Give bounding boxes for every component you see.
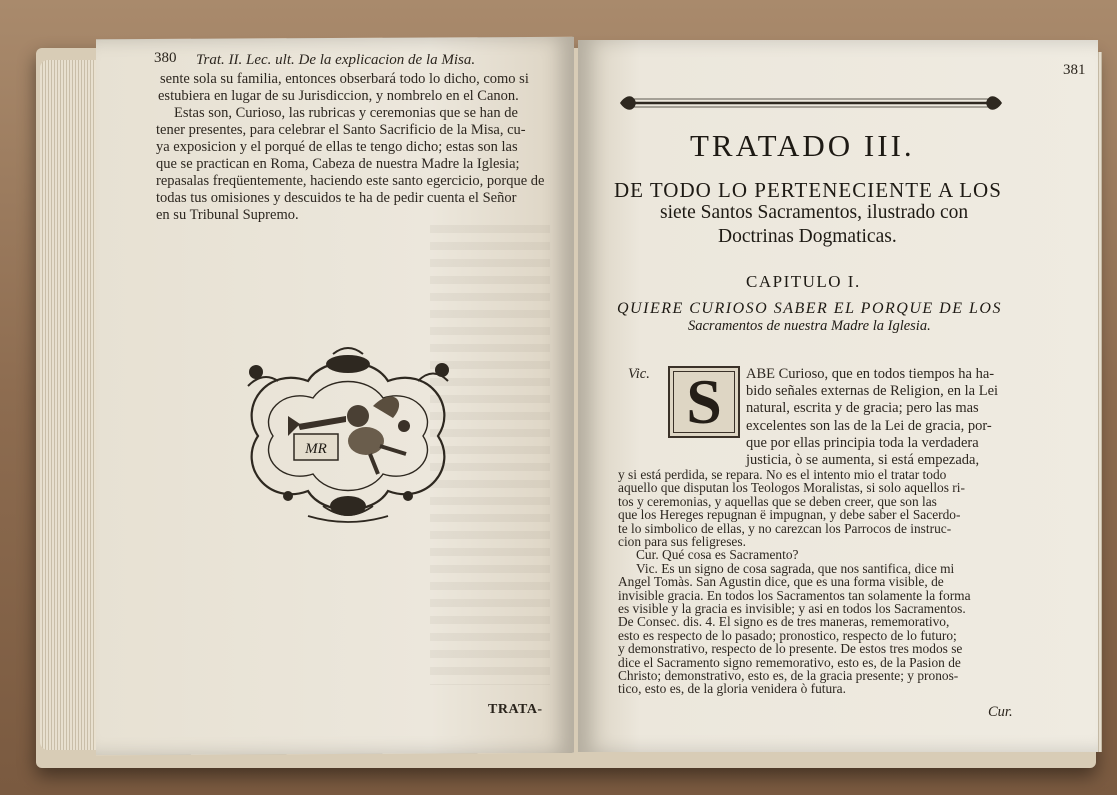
left-line: ya exposicion y el porqué de ellas te tengo dicho; estas son las — [156, 139, 518, 155]
drop-cap — [668, 366, 740, 438]
body-line: aquello que disputan los Teologos Moralistas, si solo aquellos ri- — [618, 480, 965, 496]
left-catchword: TRATA- — [488, 702, 543, 717]
left-line: estubiera en lugar de su Jurisdiccion, y nombrelo en el Canon. — [158, 88, 519, 104]
body-line: y demonstrativo, respecto de lo presente. De estos tres modos se — [618, 641, 963, 657]
left-folio: 380 — [154, 50, 177, 66]
body-line: cion para sus feligreses. — [618, 534, 746, 549]
body-line: natural, escrita y de gracia; pero las mas — [746, 400, 979, 417]
left-line: que se practican en Roma, Cabeza de nuestra Madre la Iglesia; — [156, 156, 520, 172]
body-line: excelentes son las de la Lei de gracia, por- — [746, 417, 992, 434]
body-line: tos y ceremonias, y aquellas que se deben creer, que son las — [618, 493, 937, 509]
left-line: todas tus omisiones y descuidos te ha de pedir cuenta el Señor — [156, 190, 517, 206]
body-line: que por ellas principia toda la verdadera — [746, 434, 979, 451]
speaker-label: Vic. — [628, 366, 650, 382]
treatise-subtitle: DE TODO LO PERTENECIENTE A LOS — [614, 178, 1002, 202]
ornament-monogram: MR — [305, 441, 327, 457]
body-line: esto es respecto de lo pasado; pronostico, respecto de lo futuro; — [618, 627, 957, 643]
body-line: De Consec. dis. 4. El signo es de tres maneras, rememorativo, — [618, 614, 950, 630]
right-folio: 381 — [1063, 62, 1086, 78]
cherub-ornament — [228, 346, 468, 526]
body-line: tico, esto es, de la gloria venidera ò futura. — [618, 681, 846, 697]
left-line: en su Tribunal Supremo. — [156, 207, 299, 223]
body-line: es visible y la gracia es invisible; y asi en todos los Sacramentos. — [618, 601, 966, 616]
body-line: ABE Curioso, que en todos tiempos ha ha- — [746, 366, 995, 382]
right-catchword: Cur. — [988, 704, 1013, 720]
decorative-rule — [620, 92, 1002, 114]
body-line: dice el Sacramento signo rememorativo, esto es, de la Pasion de — [618, 654, 961, 670]
body-line: Cur. Qué cosa es Sacramento? — [636, 547, 799, 563]
body-line: bido señales externas de Religion, en la Lei — [746, 383, 999, 400]
chapter-title: QUIERE CURIOSO SABER EL PORQUE DE LOS — [617, 300, 1002, 317]
left-line: sente sola su familia, entonces obserbará todo lo dicho, como si — [160, 71, 529, 87]
body-line: y si está perdida, se repara. No es el intento mio el tratar todo — [618, 467, 947, 482]
left-line: repasalas freqüentemente, haciendo este santo egercicio, porque de — [156, 173, 545, 189]
body-line: te lo simbolico de ellas, y no carezcan los Parrocos de instruc- — [618, 520, 952, 536]
left-line: tener presentes, para celebrar el Santo Sacrificio de la Misa, cu- — [156, 122, 526, 138]
body-line: que los Hereges repugnan ë impugnan, y debe saber el Sacerdo- — [618, 507, 961, 523]
chapter-heading: CAPITULO I. — [746, 272, 861, 291]
drop-cap-letter: S — [686, 366, 722, 437]
body-line: invisible gracia. En todos los Sacramentos tan solamente la forma — [618, 587, 971, 603]
left-running-head: Trat. II. Lec. ult. De la explicacion de la Misa. — [196, 52, 476, 68]
body-line: Vic. Es un signo de cosa sagrada, que nos santifica, dice mi — [636, 560, 955, 576]
page-edges-left — [40, 60, 100, 750]
chapter-title: Sacramentos de nuestra Madre la Iglesia. — [688, 318, 931, 334]
body-line: Angel Tomàs. San Agustin dice, que es una forma visible, de — [618, 574, 944, 590]
treatise-title: TRATADO III. — [690, 128, 915, 163]
body-line: justicia, ò se aumenta, si está empezada, — [746, 452, 980, 468]
treatise-subtitle: Doctrinas Dogmaticas. — [718, 226, 897, 247]
left-line: Estas son, Curioso, las rubricas y ceremonias que se han de — [174, 105, 518, 121]
treatise-subtitle: siete Santos Sacramentos, ilustrado con — [660, 202, 969, 223]
body-line: Christo; demonstrativo, esto es, de la gracia presente; y pronos- — [618, 668, 959, 683]
